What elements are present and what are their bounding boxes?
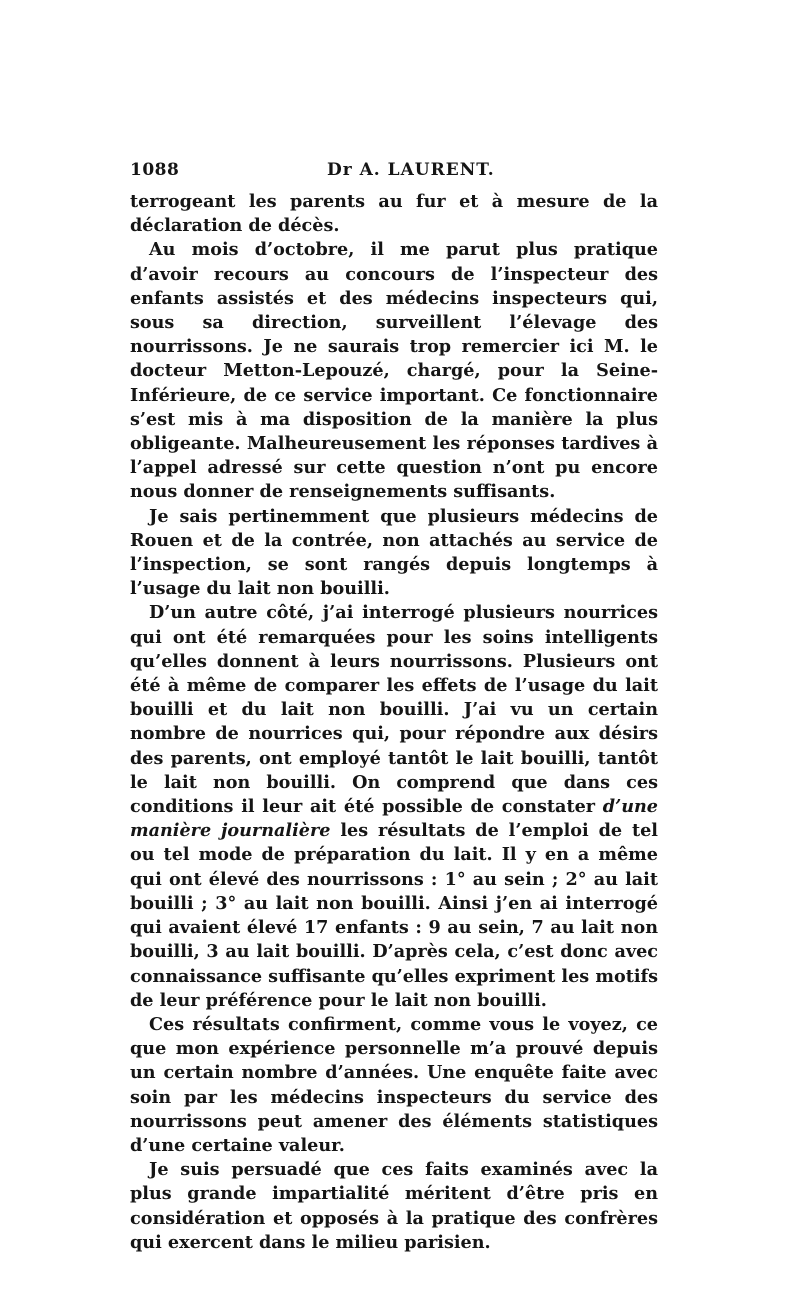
paragraph-continuation: terrogeant les parents au fur et à mesure de la déclaration de décès. xyxy=(130,191,658,237)
paragraph-nurses-inquiry-start: D’un autre côté, j’ai interrogé plusieurs nourrices qui ont été remarquées pour les soins intelligents qu’elles donnent à leurs nourrissons. Plusieurs ont été à même de comparer les effets de l’usage du lait bouilli et du lait non bouilli. J’ai vu un certain nombre de nourrices qui, pour répondre aux désirs des parents, ont employé tantôt le lait bouilli, tantôt le lait non bouilli. On comprend que dans ces conditions il leur ait été possible de constater xyxy=(130,602,658,818)
paragraph-nurses-inquiry xyxy=(130,601,658,1012)
page-number: 1088 xyxy=(130,160,180,180)
paragraph-inspection-survey: Au mois d’octobre, il me parut plus pratique d’avoir recours au concours de l’inspecteur des enfants assistés et des médecins inspecteurs qui, sous sa direction, surveillent l’élevage des nourrissons. Je ne saurais trop remercier ici M. le docteur Metton-Lepouzé, chargé, pour la Seine-Inférieure, de ce service important. Ce fonctionnaire s’est mis à ma disposition de la manière la plus obligeante. Malheureusement les réponses tardives à l’appel adressé sur cette question n’ont pu encore nous donner de renseignements suffisants. xyxy=(130,239,658,503)
page-header xyxy=(130,160,658,188)
paragraph-nurses-inquiry-end: les résultats de l’emploi de tel ou tel mode de préparation du lait. Il y en a même qui ont élevé des nourrissons : 1° au sein ; 2° au lait bouilli ; 3° au lait non bouilli. Ainsi j’en ai interrogé qui avaient élevé 17 enfants : 9 au sein, 7 au lait non bouilli, 3 au lait bouilli. D’après cela, c’est donc avec connaissance suffisante qu’elles expriment les motifs de leur préférence pour le lait non bouilli. xyxy=(130,820,658,1011)
paragraph-results-confirm: Ces résultats confirment, comme vous le voyez, ce que mon expérience personnelle m’a prouvé depuis un certain nombre d’années. Une enquête faite avec soin par les médecins inspecteurs du service des nourrissons peut amener des éléments statistiques d’une certaine valeur. xyxy=(130,1013,658,1156)
body-text xyxy=(130,190,658,1255)
italic-emphasis: d’une manière journalière xyxy=(130,796,658,842)
paragraph-conclusion: Je suis persuadé que ces faits examinés avec la plus grande impartialité méritent d’être pris en considération et opposés à la pratique des confrères qui exercent dans le milieu parisien. xyxy=(130,1159,658,1253)
running-head: Dr A. LAURENT. xyxy=(327,160,495,180)
paragraph-rouen-physicians: Je sais pertinemment que plusieurs médecins de Rouen et de la contrée, non attachés au service de l’inspection, se sont rangés depuis longtemps à l’usage du lait non bouilli. xyxy=(130,505,658,600)
